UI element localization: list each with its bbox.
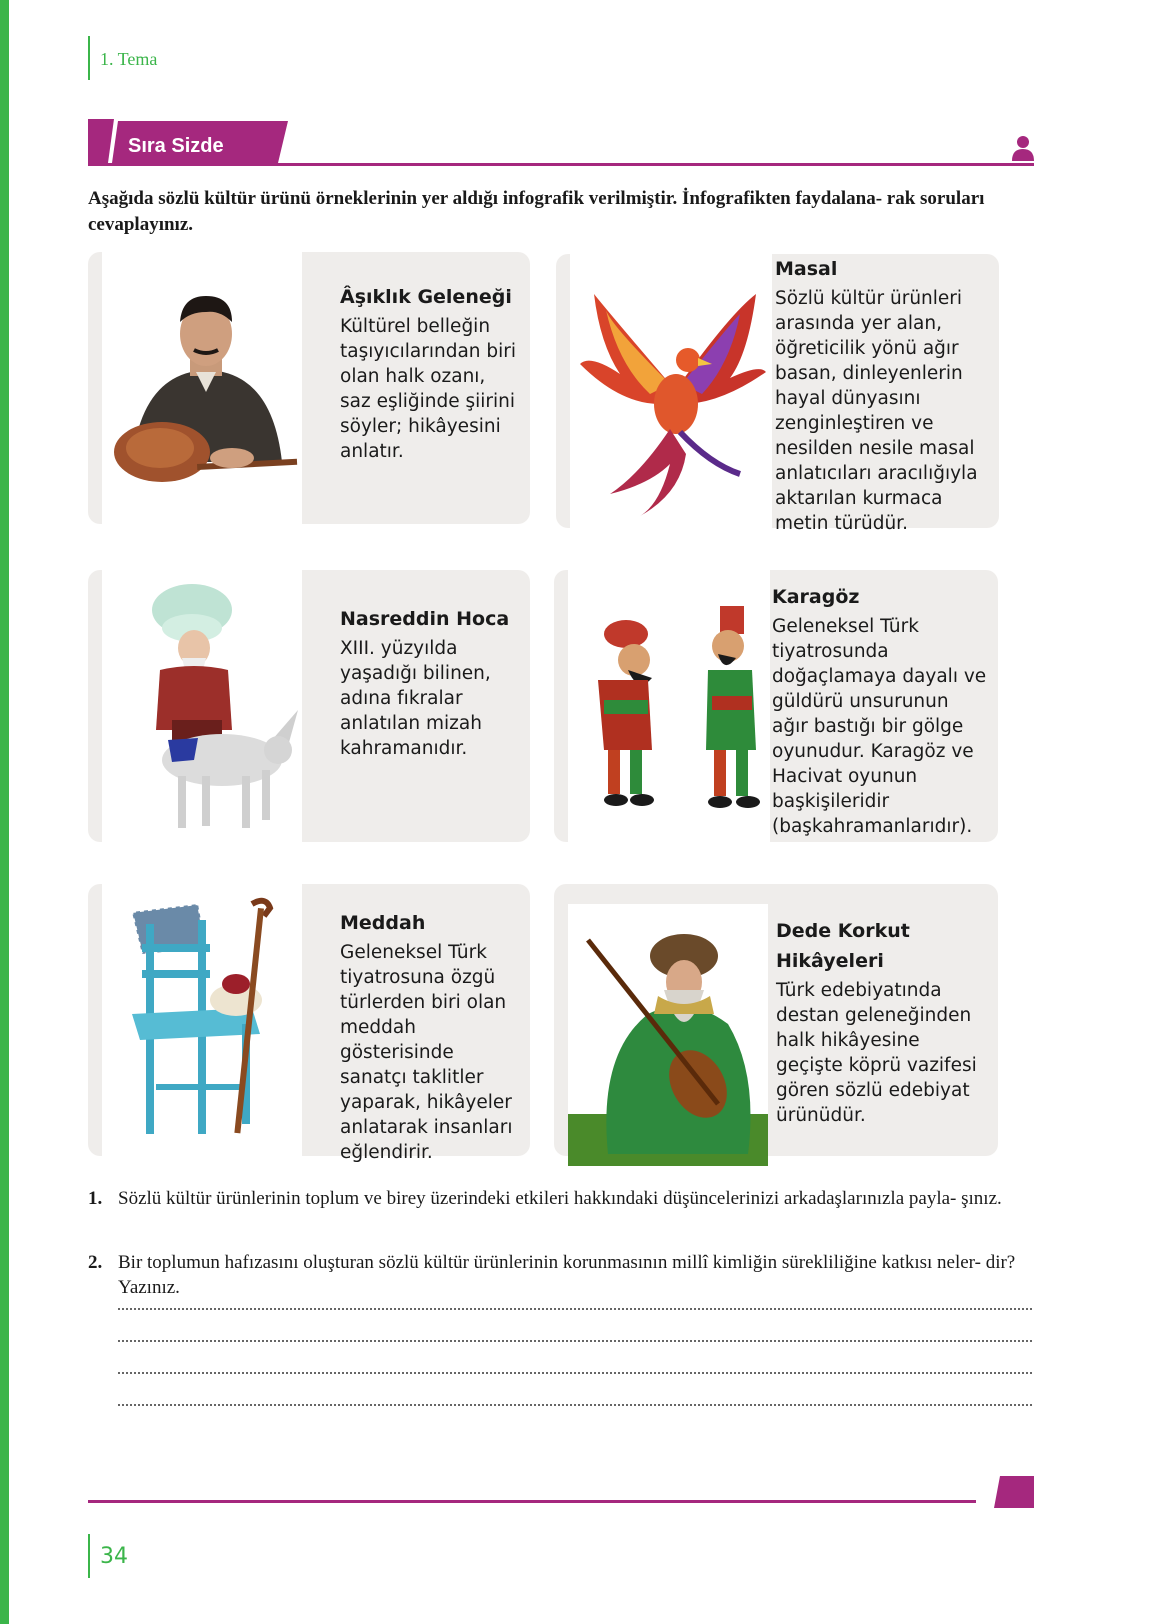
question-1 bbox=[88, 1186, 1032, 1211]
question-2 bbox=[88, 1250, 1032, 1300]
section-title: Sıra Sizde bbox=[128, 135, 224, 157]
card-body: Kültürel belleğin taşıyıcılarından biri olan halk ozanı, saz eşliğinde şiirini söyler; hikâyesini anlatır. bbox=[340, 316, 517, 462]
answer-line[interactable] bbox=[118, 1308, 1032, 1310]
question-number: 1. bbox=[88, 1188, 103, 1209]
card-title: Dede Korkut Hikâyeleri bbox=[776, 920, 910, 972]
card-title: Masal bbox=[775, 258, 838, 280]
karagoz-text bbox=[768, 570, 998, 842]
meddah-image bbox=[102, 884, 302, 1156]
page-edge-bar bbox=[0, 0, 9, 1624]
card-asiklik bbox=[88, 252, 530, 524]
dede-korkut-image bbox=[568, 904, 768, 1166]
masal-text bbox=[771, 254, 999, 534]
nasreddin-image bbox=[102, 570, 302, 842]
card-masal bbox=[556, 254, 999, 534]
asik-text bbox=[320, 252, 530, 524]
answer-line[interactable] bbox=[118, 1404, 1032, 1406]
question-text: Sözlü kültür ürünlerinin toplum ve birey üzerindeki etkileri hakkındaki düşüncelerinizi arkadaşlarınızla payla- şınız. bbox=[118, 1188, 1002, 1209]
card-title: Âşıklık Geleneği bbox=[340, 286, 512, 308]
karagoz-image bbox=[568, 570, 770, 842]
nasreddin-text bbox=[320, 570, 530, 842]
page-number-rule bbox=[88, 1534, 90, 1578]
question-number: 2. bbox=[88, 1252, 103, 1273]
asik-image bbox=[102, 252, 302, 524]
user-icon bbox=[1011, 135, 1035, 161]
card-title: Meddah bbox=[340, 912, 426, 934]
theme-label: 1. Tema bbox=[100, 49, 158, 69]
dede-korkut-text bbox=[770, 884, 998, 1156]
card-body: XIII. yüzyılda yaşadığı bilinen, adına fıkralar anlatılan mizah kahramanıdır. bbox=[340, 638, 491, 759]
phoenix-image bbox=[570, 254, 772, 528]
question-text: Bir toplumun hafızasını oluşturan sözlü kültür ürünlerinin korunmasının millî kimliğin sürekliliğine katkısı neler- dir? Yazınız. bbox=[118, 1252, 1016, 1298]
card-karagoz bbox=[554, 570, 998, 842]
card-body: Geleneksel Türk tiyatrosuna özgü türlerden biri olan meddah gösterisinde sanatçı taklitler yaparak, hikâyeler anlatarak insanları eğlendirir. bbox=[340, 942, 513, 1163]
card-title: Nasreddin Hoca bbox=[340, 608, 510, 630]
page-number: 34 bbox=[100, 1544, 128, 1569]
header-rule bbox=[88, 36, 90, 80]
card-body: Sözlü kültür ürünleri arasında yer alan, öğreticilik yönü ağır basan, dinleyenlerin hayal dünyasını zenginleştiren ve nesilden nesile masal anlatıcıları aracılığıyla aktarılan kurmaca metin türüdür. bbox=[775, 288, 978, 534]
card-nasreddin bbox=[88, 570, 530, 842]
meddah-text bbox=[320, 884, 530, 1163]
answer-line[interactable] bbox=[118, 1340, 1032, 1342]
section-underline bbox=[88, 163, 1034, 166]
card-body: Türk edebiyatında destan geleneğinden halk hikâyesine geçişte köprü vazifesi gören sözlü edebiyat ürünüdür. bbox=[776, 980, 977, 1126]
footer-rule bbox=[88, 1500, 976, 1503]
card-body: Geleneksel Türk tiyatrosunda doğaçlamaya dayalı ve güldürü unsurunun ağır bastığı bir gölge oyunudur. Karagöz ve Hacivat oyunun başkişileridir (başkahramanlarıdır). bbox=[772, 616, 987, 837]
footer-tab bbox=[994, 1476, 1034, 1508]
intro-text: Aşağıda sözlü kültür ürünü örneklerinin yer aldığı infografik verilmiştir. İnfografikten faydalana- rak soruları cevaplayınız. bbox=[88, 188, 985, 235]
card-meddah bbox=[88, 884, 530, 1163]
card-title: Karagöz bbox=[772, 586, 860, 608]
card-dede-korkut bbox=[554, 884, 998, 1156]
answer-line[interactable] bbox=[118, 1372, 1032, 1374]
